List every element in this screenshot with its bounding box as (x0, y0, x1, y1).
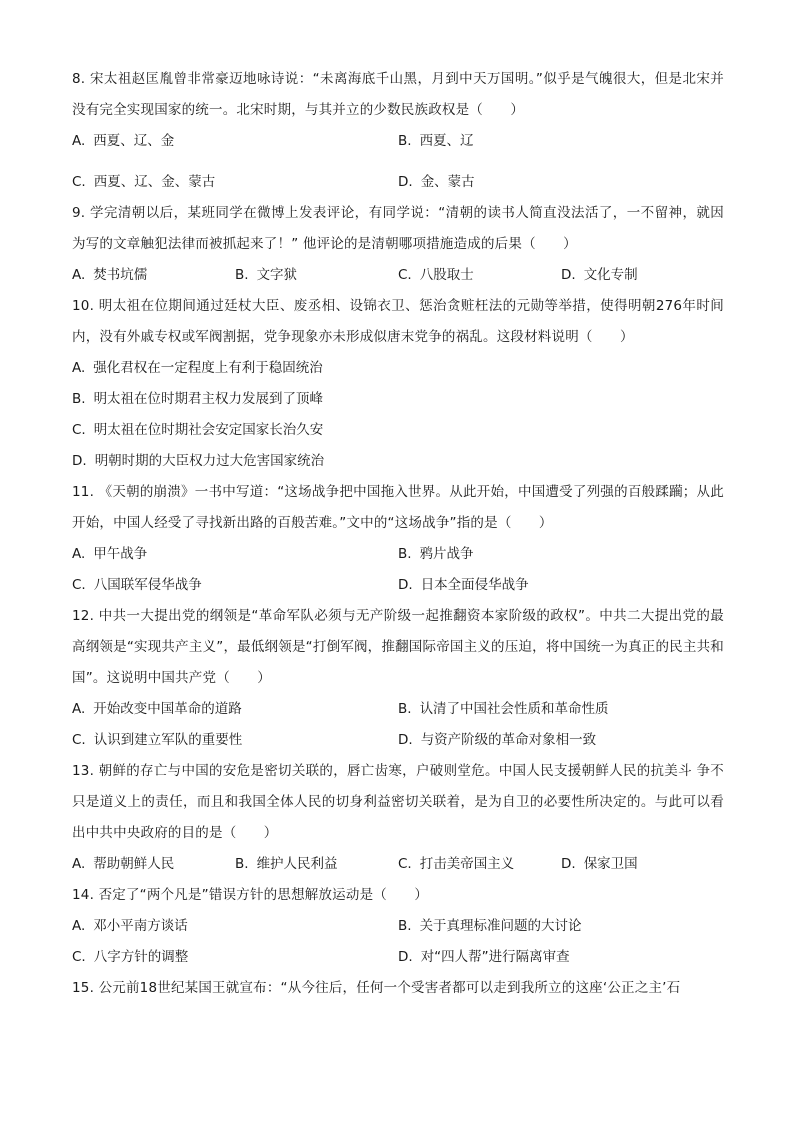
options-grid (72, 539, 724, 601)
question-8 (72, 64, 724, 198)
question-text: 公元前18世纪某国王就宣布：“从今往后，任何一个受害者都可以走到我所立的这座‘公正之主’石 (98, 980, 681, 996)
question-stem (72, 198, 724, 260)
option-a: A. 强化君权在一定程度上有利于稳固统治 (72, 360, 323, 376)
question-number: 12. (72, 608, 95, 624)
question-number: 15. (72, 980, 95, 996)
question-text: 宋太祖赵匡胤曾非常豪迈地咏诗说：“未离海底千山黑，月到中天万国明。”似乎是气魄很大，但是北宋并没有完全实现国家的统一。北宋时期，与其并立的少数民族政权是（ ） (72, 71, 724, 118)
option-c: C. 明太祖在位时期社会安定国家长治久安 (72, 422, 324, 438)
option-d: D. 金、蒙古 (398, 174, 475, 190)
option-c: C. 八国联军侵华战争 (72, 577, 202, 593)
options-row (72, 167, 724, 198)
question-number: 14. (72, 887, 95, 903)
option-d: D. 日本全面侵华战争 (398, 577, 529, 593)
option-c: C. 打击美帝国主义 (398, 856, 515, 872)
question-13 (72, 756, 724, 880)
question-stem (72, 477, 724, 539)
question-9 (72, 198, 724, 291)
option-a: A. 开始改变中国革命的道路 (72, 701, 242, 717)
option-a: A. 西夏、辽、金 (72, 133, 175, 149)
option-b: B. 鸦片战争 (398, 546, 474, 562)
option-a: A. 甲午战争 (72, 546, 148, 562)
options-row (72, 849, 724, 880)
option-a: A. 帮助朝鲜人民 (72, 856, 175, 872)
question-15 (72, 973, 724, 1004)
option-d: D. 与资产阶级的革命对象相一致 (398, 732, 597, 748)
question-text: 朝鲜的存亡与中国的安危是密切关联的，唇亡齿寒，户破则堂危。中国人民支援朝鲜人民的抗美斗 争不只是道义上的责任，而且和我国全体人民的切身利益密切关联着，是为自卫的必要性所决定的。与此可以看出中共中央政府的目的是（ ） (72, 763, 724, 841)
options-grid (72, 911, 724, 973)
option-b: B. 维护人民利益 (235, 856, 338, 872)
option-b: B. 明太祖在位时期君主权力发展到了顶峰 (72, 391, 324, 407)
option-a: A. 邓小平南方谈话 (72, 918, 188, 934)
options-row (72, 126, 724, 157)
question-number: 13. (72, 763, 95, 779)
option-d: D. 明朝时期的大臣权力过大危害国家统治 (72, 453, 325, 469)
option-b: B. 认清了中国社会性质和革命性质 (398, 701, 609, 717)
question-number: 8. (72, 71, 86, 87)
question-11 (72, 477, 724, 601)
option-d: D. 保家卫国 (561, 856, 638, 872)
option-b: B. 西夏、辽 (398, 133, 474, 149)
question-number: 11. (72, 484, 95, 500)
question-stem (72, 64, 724, 126)
option-d: D. 文化专制 (561, 267, 638, 283)
option-c: C. 认识到建立军队的重要性 (72, 732, 243, 748)
question-stem (72, 880, 724, 911)
question-text: 中共一大提出党的纲领是“革命军队必须与无产阶级一起推翻资本家阶级的政权”。中共二大提出党的最高纲领是“实现共产主义”，最低纲领是“打倒军阀，推翻国际帝国主义的压迫，将中国统一为真正的民主共和国”。这说明中国共产党（ ） (72, 608, 724, 686)
option-a: A. 焚书坑儒 (72, 267, 148, 283)
question-stem (72, 291, 724, 353)
question-number: 9. (72, 205, 86, 221)
question-text: 学完清朝以后，某班同学在微博上发表评论，有同学说：“清朝的读书人简直没法活了，一不留神，就因为写的文章触犯法律而被抓起来了！” 他评论的是清朝哪项措施造成的后果（ ） (72, 205, 724, 252)
question-text: 明太祖在位期间通过廷杖大臣、废丞相、设锦衣卫、惩治贪赃枉法的元勋等举措，使得明朝276年时间内，没有外戚专权或军阀割据，党争现象亦未形成似唐末党争的祸乱。这段材料说明（ ） (72, 298, 724, 345)
options-row (72, 260, 724, 291)
options-grid (72, 694, 724, 756)
question-number: 10. (72, 298, 95, 314)
option-d: D. 对“四人帮”进行隔离审查 (398, 949, 570, 965)
question-stem (72, 601, 724, 694)
question-stem (72, 973, 724, 1004)
question-text: 《天朝的崩溃》一书中写道：“这场战争把中国拖入世界。从此开始，中国遭受了列强的百般蹂躏；从此开始，中国人经受了寻找新出路的百般苦难。”文中的“这场战争”指的是（ ） (72, 484, 724, 531)
question-text: 否定了“两个凡是”错误方针的思想解放运动是（ ） (98, 887, 429, 903)
question-stem (72, 756, 724, 849)
option-c: C. 八字方针的调整 (72, 949, 189, 965)
options-list (72, 353, 724, 477)
option-c: C. 西夏、辽、金、蒙古 (72, 174, 216, 190)
option-b: B. 关于真理标准问题的大讨论 (398, 918, 582, 934)
option-b: B. 文字狱 (235, 267, 298, 283)
option-c: C. 八股取士 (398, 267, 474, 283)
exam-page (72, 64, 724, 1004)
question-10 (72, 291, 724, 477)
question-12 (72, 601, 724, 756)
question-14 (72, 880, 724, 973)
